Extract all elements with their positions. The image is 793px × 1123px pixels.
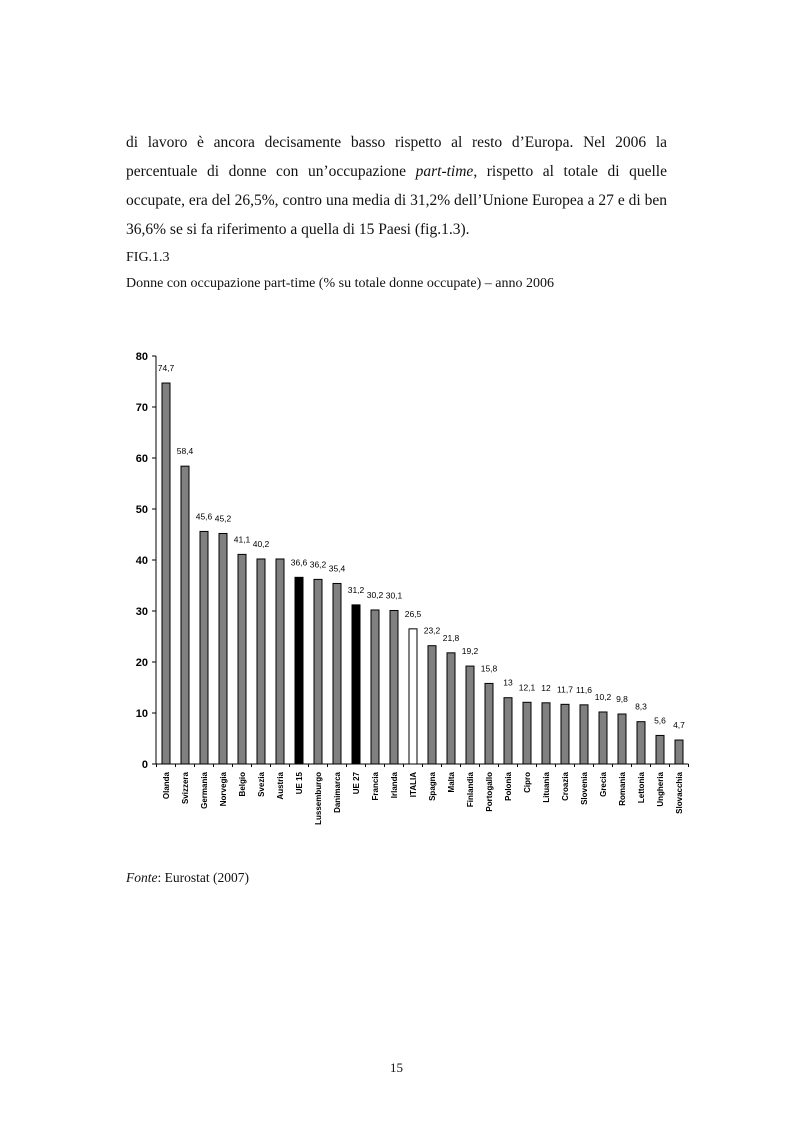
category-label: Lettonia [637,772,646,804]
category-label: Olanda [162,772,171,800]
data-label: 45,6 [195,511,213,522]
y-tick-label: 70 [135,402,148,414]
bar [162,383,170,764]
bar [542,703,550,764]
bar [295,577,303,764]
bar [238,554,246,764]
category-label: Irlanda [390,772,399,799]
category-label: Polonia [504,772,513,801]
paragraph-text-1: di lavoro è ancora decisamente basso rispetto al resto d’Europa. Nel 2006 la percentuale di donne con un’occupazione [126,133,667,180]
data-label: 58,4 [176,446,194,457]
data-label: 35,4 [328,563,346,574]
paragraph-emphasis: part-time [415,162,474,180]
bar [200,531,208,764]
bar [599,712,607,764]
bar [333,583,341,764]
bar [314,579,322,764]
category-label: Finlandia [466,772,475,808]
category-label: Francia [371,772,380,801]
category-label: UE 15 [295,772,304,795]
paragraph-text-2: , rispetto al totale di quelle occupate, era del 26,5%, contro una media di 31,2% dell’Unione Europea a 27 e di ben 36,6% se si fa riferimento a quella di 15 Paesi (fig.1.3). [126,162,667,238]
category-label: Grecia [599,772,608,797]
data-label: 41,1 [233,534,251,545]
category-label: Romania [618,772,627,806]
bar [485,683,493,764]
data-label: 26,5 [404,608,422,619]
bars [162,383,683,764]
data-label: 36,2 [309,559,327,570]
data-label: 30,2 [366,589,384,600]
y-tick-label: 0 [141,759,148,771]
category-label: Ungheria [656,772,665,807]
data-label: 45,2 [214,513,232,524]
bar [352,605,360,764]
data-label: 13 [503,677,513,688]
bar [504,698,512,764]
data-label: 8,3 [635,701,647,712]
y-tick-label: 10 [135,708,148,720]
data-label: 11,6 [576,684,592,695]
data-label: 15,8 [480,663,498,674]
data-label: 40,2 [252,538,270,549]
data-label: 21,8 [442,632,460,643]
y-tick-label: 30 [135,606,148,618]
bar [276,559,284,764]
bar [371,610,379,764]
bar [409,629,417,764]
bar [390,610,398,764]
category-label: Slovacchia [675,772,684,814]
bar [656,735,664,764]
data-label: 11,7 [557,684,573,695]
data-label: 4,7 [673,720,685,731]
bar [428,646,436,764]
category-label: Slovenia [580,772,589,805]
category-label: Lussemburgo [314,772,323,825]
y-tick-label: 50 [135,504,148,516]
y-tick-label: 40 [135,555,148,567]
category-label: Belgio [238,772,247,797]
value-labels [158,363,685,730]
data-label: 31,2 [347,584,365,595]
data-label: 36,6 [290,557,308,568]
data-label: 30,1 [385,590,403,601]
y-tick-label: 80 [135,351,148,363]
category-label: Cipro [523,772,532,793]
data-label: 74,7 [157,363,175,374]
page-number: 15 [390,1060,403,1075]
bar [181,466,189,764]
category-label: Portogallo [485,772,494,812]
category-label: ITALIA [409,772,418,798]
data-label: 19,2 [461,646,479,657]
bar [561,704,569,764]
category-label: Danimarca [333,772,342,813]
bar [219,533,227,764]
data-label: 12 [541,682,551,693]
category-label: Svizzera [181,772,190,805]
category-label: Austria [276,772,285,800]
bar [580,705,588,764]
category-label: Svezia [257,772,266,797]
category-label: Lituania [542,772,551,803]
y-tick-label: 20 [135,657,148,669]
bar [618,714,626,764]
category-label: Malta [447,772,456,793]
source-prefix: Fonte [126,870,158,885]
category-label: Norvegia [219,772,228,807]
category-label: UE 27 [352,772,361,795]
category-labels [162,771,684,824]
data-label: 23,2 [423,625,441,636]
y-tick-label: 60 [135,453,148,465]
bar [675,740,683,764]
data-label: 5,6 [654,715,666,726]
bar [257,559,265,764]
figure-source [126,870,249,886]
bar [447,653,455,764]
category-label: Croazia [561,772,570,801]
data-label: 9,8 [616,694,628,705]
figure-title: Donne con occupazione part-time (% su totale donne occupate) – anno 2006 [126,276,555,291]
category-label: Germania [200,772,209,809]
data-label: 12,1 [518,682,536,693]
data-label: 10,2 [594,691,612,702]
figure-label: FIG.1.3 [126,250,170,265]
bar [637,722,645,764]
category-label: Spagna [428,772,437,801]
bar [523,702,531,764]
source-text: : Eurostat (2007) [157,870,249,885]
bar [466,666,474,764]
